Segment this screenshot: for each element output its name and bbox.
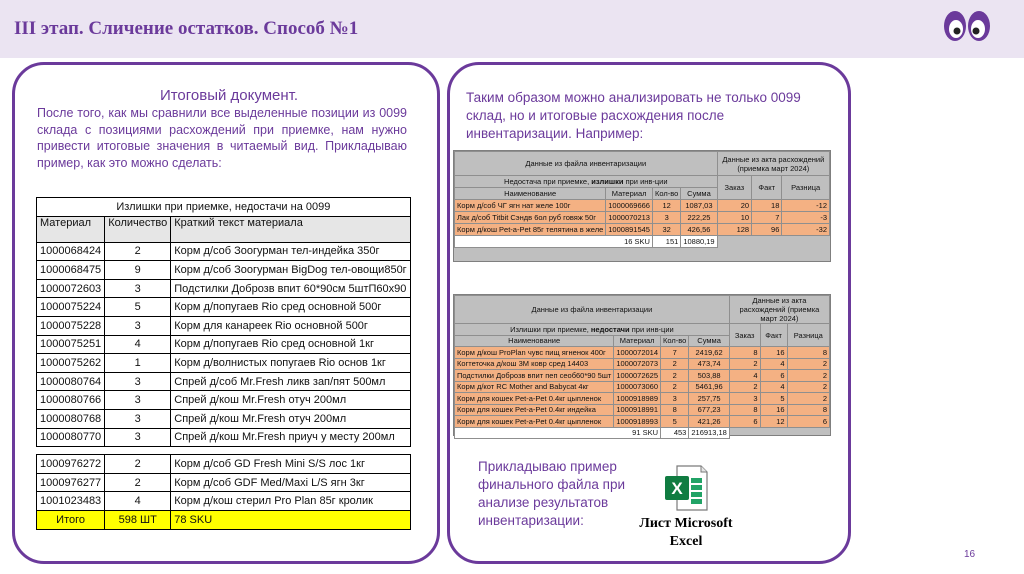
table-row <box>455 416 830 428</box>
order-cell: 6 <box>729 416 760 428</box>
description-cell: Спрей д/кош Mr.Fresh приуч у месту 200мл <box>171 428 410 447</box>
description-cell: Корм д/соб GD Fresh Mini S/S лос 1кг <box>171 455 410 474</box>
table-gap-cell <box>37 447 411 455</box>
name-cell: Корм для кошек Pet-a-Pet 0.4кг цыпленок <box>455 416 614 428</box>
table-caption <box>455 324 730 336</box>
diff-cell: -32 <box>782 224 830 236</box>
quantity-cell: 3 <box>105 372 171 391</box>
total-sku: 91 SKU <box>455 427 661 439</box>
svg-text:X: X <box>671 479 683 498</box>
column-header: Разница <box>782 176 830 200</box>
quantity-cell: 9 <box>105 261 171 280</box>
column-header: Сумма <box>689 335 729 347</box>
material-cell: 1000072603 <box>37 279 105 298</box>
order-cell: 2 <box>729 381 760 393</box>
order-cell: 8 <box>729 347 760 359</box>
name-cell: Корм д/кот RC Mother and Babycat 4кг <box>455 381 614 393</box>
table-row <box>37 391 411 410</box>
material-cell: 1001023483 <box>37 492 105 511</box>
column-header: Факт <box>760 324 787 347</box>
table-row <box>37 298 411 317</box>
description-cell: Корм д/соб Зоогурман BigDog тел-овощи850г <box>171 261 410 280</box>
qty-cell: 7 <box>661 347 689 359</box>
table-row <box>455 347 830 359</box>
table-row <box>455 358 830 370</box>
material-cell: 1000976272 <box>37 455 105 474</box>
fact-cell: 16 <box>760 404 787 416</box>
table-row <box>455 200 830 212</box>
table-row <box>37 354 411 373</box>
caption-suffix: при инв-ции <box>623 177 668 186</box>
fact-cell: 4 <box>760 358 787 370</box>
total-qty: 151 <box>652 236 680 248</box>
column-header: Материал <box>614 335 661 347</box>
material-cell: 1000080770 <box>37 428 105 447</box>
caption-suffix: при инв-ции <box>629 324 674 334</box>
column-header: Факт <box>752 176 782 200</box>
table-row <box>37 455 411 474</box>
qty-cell: 2 <box>661 381 689 393</box>
material-cell: 1000080768 <box>37 409 105 428</box>
material-cell: 1000976277 <box>37 473 105 492</box>
diff-cell: 8 <box>787 347 829 359</box>
total-sum: 216913,18 <box>689 427 729 439</box>
surplus-shortage-table <box>36 197 411 530</box>
order-cell: 2 <box>729 358 760 370</box>
group-header-right: Данные из акта расхождений (приемка март 2024) <box>729 296 829 324</box>
table-row <box>37 409 411 428</box>
caption-prefix: Излишки при приемке, <box>510 324 591 334</box>
diff-cell: -3 <box>782 212 830 224</box>
table-row <box>455 224 830 236</box>
description-cell: Корм д/соб Зоогурман тел-индейка 350г <box>171 242 410 261</box>
description-cell: Спрей д/кош Mr.Fresh отуч 200мл <box>171 409 410 428</box>
table-row <box>37 492 411 511</box>
order-cell: 20 <box>717 200 751 212</box>
quantity-cell: 2 <box>105 473 171 492</box>
description-cell: Корм д/попугаев Rio сред основной 1кг <box>171 335 410 354</box>
material-cell: 1000075262 <box>37 354 105 373</box>
table-caption <box>455 176 718 188</box>
fact-cell: 12 <box>760 416 787 428</box>
description-cell: Корм д/соб GDF Med/Maxi L/S ягн 3кг <box>171 473 410 492</box>
caption-bold: недостачи <box>590 324 630 334</box>
column-header: Материал <box>606 188 653 200</box>
order-cell: 10 <box>717 212 751 224</box>
left-panel-text: После того, как мы сравнили все выделенные позиции из 0099 склада с позициями расхождений при приемке, нам нужно привести итоговые значения в читаемый вид. Прикладываю пример, как это можно сделать: <box>37 106 407 170</box>
name-cell: Корм для кошек Pet-a-Pet 0.4кг цыпленок <box>455 393 614 405</box>
table-row <box>37 279 411 298</box>
excel-file-icon[interactable] <box>663 464 709 512</box>
description-cell: Корм д/волнистых попугаев Rio основ 1кг <box>171 354 410 373</box>
material-cell: 1000918989 <box>614 393 661 405</box>
page-number: 16 <box>964 549 976 560</box>
name-cell: Корм д/кош Pet-a-Pet 85г телятина в желе <box>455 224 606 236</box>
table-total-row <box>37 510 411 529</box>
material-cell: 1000072625 <box>614 370 661 382</box>
slide-title: III этап. Сличение остатков. Способ №1 <box>14 18 359 39</box>
total-sku: 78 SKU <box>171 510 410 529</box>
material-cell: 1000075224 <box>37 298 105 317</box>
total-sum: 10880,19 <box>681 236 717 248</box>
material-cell: 1000068424 <box>37 242 105 261</box>
name-cell: Корм д/соб ЧГ ягн нат желе 100г <box>455 200 606 212</box>
quantity-cell: 2 <box>105 242 171 261</box>
column-header: Количество <box>105 216 171 242</box>
table-row <box>455 393 830 405</box>
total-filler <box>729 427 829 439</box>
diff-cell: 8 <box>787 404 829 416</box>
material-cell: 1000075228 <box>37 316 105 335</box>
sum-cell: 421,26 <box>689 416 729 428</box>
material-cell: 1000068475 <box>37 261 105 280</box>
quantity-cell: 3 <box>105 409 171 428</box>
table-caption: Излишки при приемке, недостачи на 0099 <box>37 198 411 217</box>
description-cell: Спрей д/кош Mr.Fresh отуч 200мл <box>171 391 410 410</box>
qty-cell: 5 <box>661 416 689 428</box>
sum-cell: 222,25 <box>681 212 717 224</box>
group-header-right: Данные из акта расхождений (приемка март 2024) <box>717 152 829 176</box>
total-filler <box>717 236 829 248</box>
name-cell: Корм для кошек Pet-a-Pet 0.4кг индейка <box>455 404 614 416</box>
description-cell: Спрей д/соб Mr.Fresh ликв зап/пят 500мл <box>171 372 410 391</box>
qty-cell: 32 <box>652 224 680 236</box>
fact-cell: 4 <box>760 381 787 393</box>
material-cell: 1000080764 <box>37 372 105 391</box>
column-header: Заказ <box>717 176 751 200</box>
qty-cell: 8 <box>661 404 689 416</box>
sum-cell: 257,75 <box>689 393 729 405</box>
sum-cell: 473,74 <box>689 358 729 370</box>
excel-file-label[interactable]: Лист Microsoft Excel <box>639 516 733 549</box>
order-cell: 4 <box>729 370 760 382</box>
caption-prefix: Недостача при приемке, <box>504 177 592 186</box>
table-total-row <box>455 427 830 439</box>
order-cell: 8 <box>729 404 760 416</box>
qty-cell: 12 <box>652 200 680 212</box>
material-cell: 1000070213 <box>606 212 653 224</box>
material-cell: 1000918993 <box>614 416 661 428</box>
table-row <box>37 335 411 354</box>
description-cell: Корм д/попугаев Rio сред основной 500г <box>171 298 410 317</box>
sum-cell: 1087,03 <box>681 200 717 212</box>
table-row <box>455 404 830 416</box>
group-header-left: Данные из файла инвентаризации <box>455 296 730 324</box>
name-cell: Лак д/соб Titbit Сэндв 6ол руб говяж 50г <box>455 212 606 224</box>
eyes-logo-icon <box>942 8 992 44</box>
material-cell: 1000918991 <box>614 404 661 416</box>
inventory-table-1 <box>453 150 831 262</box>
description-cell: Корм для канареек Rio основной 500г <box>171 316 410 335</box>
sum-cell: 677,23 <box>689 404 729 416</box>
sum-cell: 503,88 <box>689 370 729 382</box>
diff-cell: 2 <box>787 370 829 382</box>
column-header: Кол-во <box>661 335 689 347</box>
quantity-cell: 3 <box>105 316 171 335</box>
description-cell: Подстилки Доброзв впит 60*90см 5штП60х90 <box>171 279 410 298</box>
fact-cell: 96 <box>752 224 782 236</box>
sum-cell: 5461,96 <box>689 381 729 393</box>
caption-bold: излишки <box>591 177 624 186</box>
slide-header <box>0 0 1024 58</box>
qty-cell: 2 <box>661 370 689 382</box>
name-cell: Корм д/кош ProPlan чувс пищ ягненок 400г <box>455 347 614 359</box>
table-row <box>37 428 411 447</box>
diff-cell: 6 <box>787 416 829 428</box>
diff-cell: 2 <box>787 358 829 370</box>
material-cell: 1000073060 <box>614 381 661 393</box>
quantity-cell: 1 <box>105 354 171 373</box>
fact-cell: 7 <box>752 212 782 224</box>
column-header: Сумма <box>681 188 717 200</box>
right-panel-bottom-text: Прикладываю пример финального файла при анализе результатов инвентаризации: <box>478 459 626 528</box>
material-cell: 1000069666 <box>606 200 653 212</box>
name-cell: Когтеточка д/кош 3M ковр сред 14403 <box>455 358 614 370</box>
quantity-cell: 3 <box>105 428 171 447</box>
quantity-cell: 4 <box>105 335 171 354</box>
column-header: Материал <box>37 216 105 242</box>
table-caption-row <box>37 198 411 217</box>
description-cell: Корм д/кош стерил Pro Plan 85г кролик <box>171 492 410 511</box>
table-total-row <box>455 236 830 248</box>
material-cell: 1000072073 <box>614 358 661 370</box>
material-cell: 1000072014 <box>614 347 661 359</box>
table-row <box>37 316 411 335</box>
table-row <box>37 372 411 391</box>
table-row <box>455 370 830 382</box>
quantity-cell: 3 <box>105 279 171 298</box>
column-header: Краткий текст материала <box>171 216 410 242</box>
quantity-cell: 5 <box>105 298 171 317</box>
caption-row <box>455 324 830 336</box>
total-quantity: 598 ШТ <box>105 510 171 529</box>
quantity-cell: 3 <box>105 391 171 410</box>
table-row <box>455 212 830 224</box>
table-row <box>37 261 411 280</box>
quantity-cell: 2 <box>105 455 171 474</box>
column-header: Кол-во <box>652 188 680 200</box>
fact-cell: 18 <box>752 200 782 212</box>
column-header: Наименование <box>455 335 614 347</box>
column-header: Заказ <box>729 324 760 347</box>
diff-cell: -12 <box>782 200 830 212</box>
order-cell: 3 <box>729 393 760 405</box>
total-sku: 16 SKU <box>455 236 653 248</box>
material-cell: 1000891545 <box>606 224 653 236</box>
column-header: Наименование <box>455 188 606 200</box>
sum-cell: 2419,62 <box>689 347 729 359</box>
qty-cell: 3 <box>652 212 680 224</box>
qty-cell: 3 <box>661 393 689 405</box>
table-header-row <box>37 216 411 242</box>
total-qty: 453 <box>661 427 689 439</box>
sum-cell: 426,56 <box>681 224 717 236</box>
table-gap <box>37 447 411 455</box>
inventory-table-2 <box>453 294 831 436</box>
diff-cell: 2 <box>787 381 829 393</box>
right-panel-text: Таким образом можно анализировать не только 0099 склад, но и итоговые расхождения после инвентаризации. Например: <box>466 90 801 141</box>
table-row <box>455 381 830 393</box>
left-panel-title: Итоговый документ. <box>159 87 299 104</box>
caption-row <box>455 176 830 188</box>
material-cell: 1000075251 <box>37 335 105 354</box>
diff-cell: 2 <box>787 393 829 405</box>
fact-cell: 16 <box>760 347 787 359</box>
quantity-cell: 4 <box>105 492 171 511</box>
table-row <box>37 242 411 261</box>
column-header: Разница <box>787 324 829 347</box>
order-cell: 128 <box>717 224 751 236</box>
fact-cell: 6 <box>760 370 787 382</box>
qty-cell: 2 <box>661 358 689 370</box>
group-header-left: Данные из файла инвентаризации <box>455 152 718 176</box>
table-row <box>37 473 411 492</box>
fact-cell: 5 <box>760 393 787 405</box>
total-label: Итого <box>37 510 105 529</box>
name-cell: Подстилки Доброзв впит пеп сеоб60*90 5шт <box>455 370 614 382</box>
material-cell: 1000080766 <box>37 391 105 410</box>
